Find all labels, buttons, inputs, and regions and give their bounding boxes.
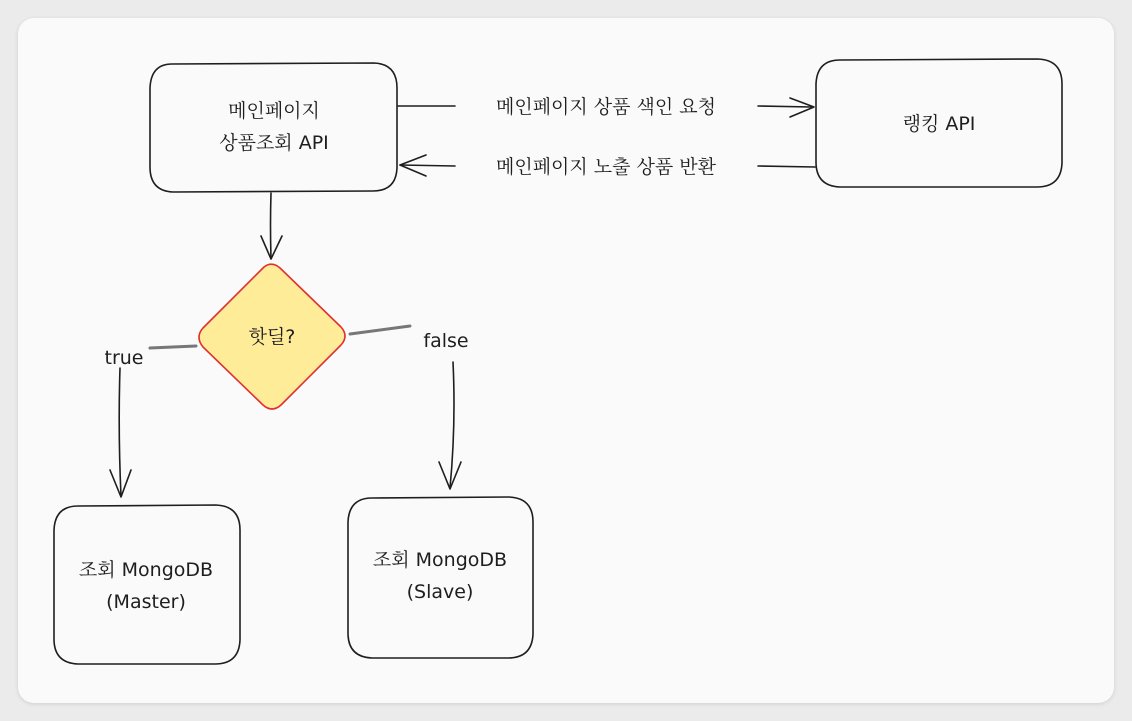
response-arrow-line: [758, 166, 815, 167]
true-branch-stub: [150, 346, 196, 348]
response-label: 메인페이지 노출 상품 반환: [495, 156, 717, 178]
main-api-label-line1: 메인페이지: [228, 100, 320, 122]
main-api-label-line2: 상품조회 API: [219, 132, 329, 154]
true-branch-label: true: [104, 347, 144, 369]
main-api-box[interactable]: [150, 63, 397, 192]
true-branch-arrow: [119, 368, 121, 496]
master-db-label-line1: 조회 MongoDB: [78, 559, 214, 581]
ranking-api-label: 랭킹 API: [902, 113, 976, 135]
main-to-decision-arrow: [271, 193, 272, 258]
decision-label: 핫딜?: [248, 326, 296, 348]
false-branch-stub: [350, 326, 410, 334]
slave-db-box[interactable]: [348, 497, 533, 658]
false-branch-arrow: [450, 362, 454, 488]
master-db-box[interactable]: [54, 505, 240, 664]
request-label: 메인페이지 상품 색인 요청: [495, 96, 717, 118]
false-branch-label: false: [423, 330, 469, 352]
response-arrow-line-2: [400, 165, 455, 166]
slave-db-label-line2: (Slave): [406, 581, 474, 603]
master-db-label-line2: (Master): [106, 591, 186, 613]
request-arrow-line-2: [758, 106, 812, 107]
slave-db-label-line1: 조회 MongoDB: [372, 549, 508, 571]
